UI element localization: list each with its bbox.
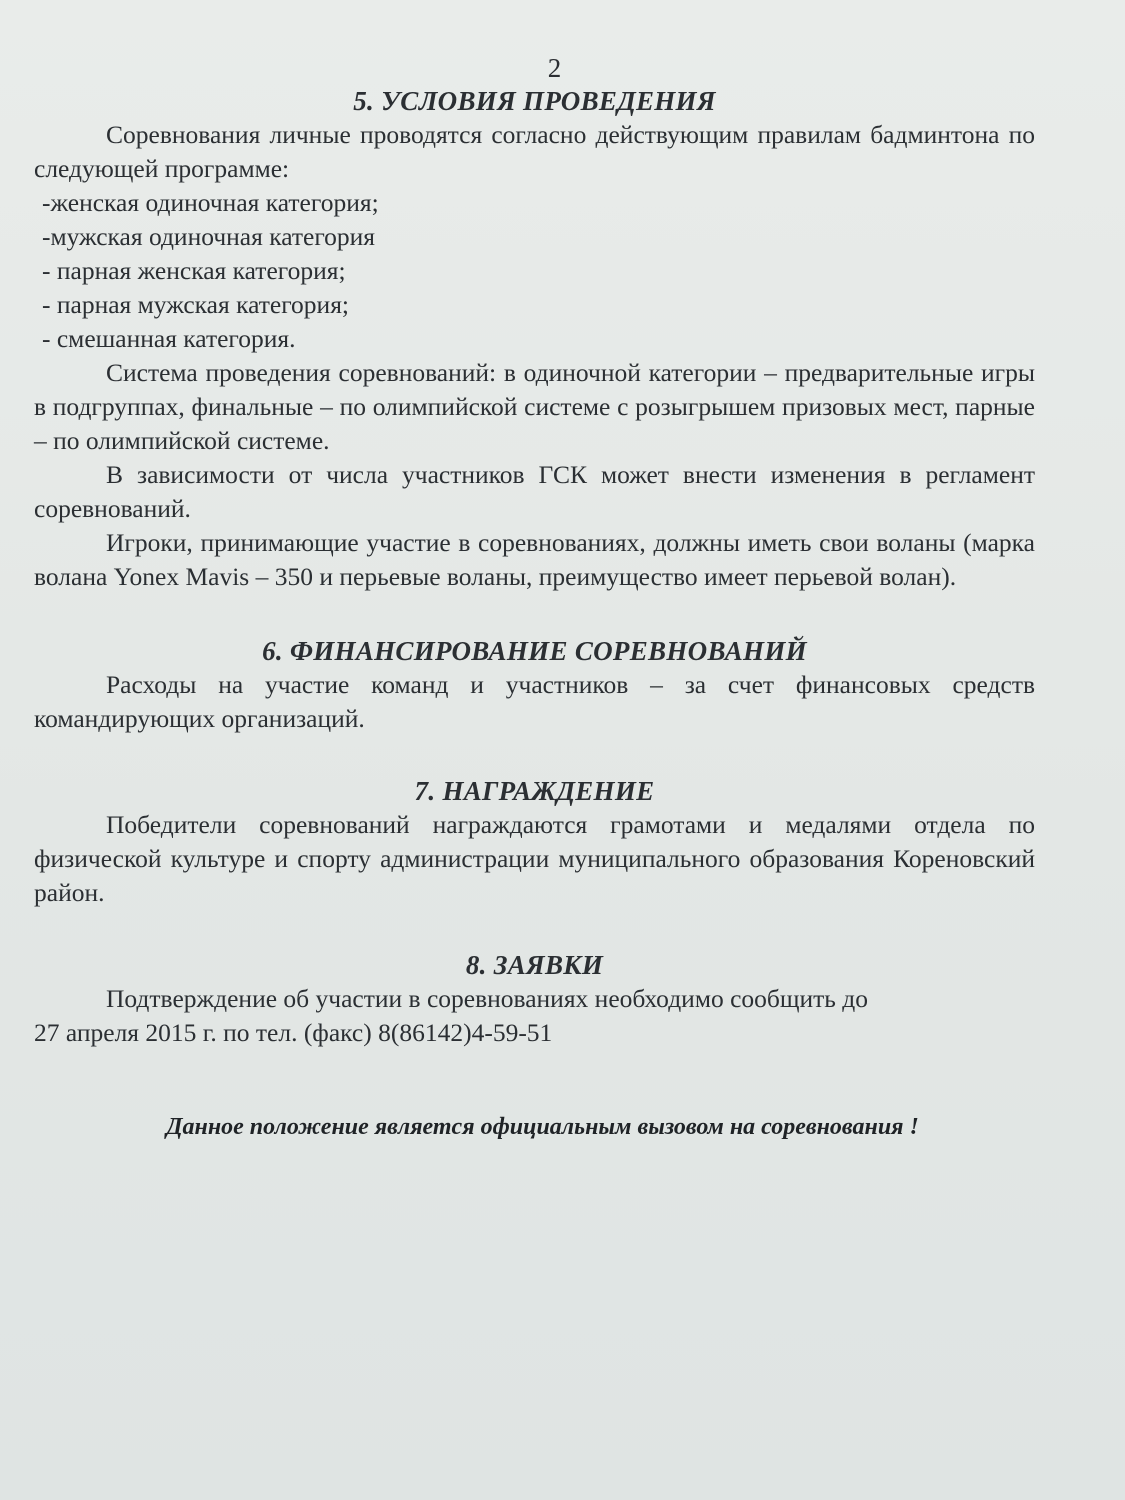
section-financing bbox=[34, 634, 1035, 736]
section-applications bbox=[34, 948, 1035, 1050]
section-awards bbox=[34, 774, 1035, 910]
conditions-shuttlecock-paragraph: Игроки, принимающие участие в соревнованиях, должны иметь свои воланы (марка волана Yonex Mavis – 350 и перьевые воланы, преимущество имеет перьевой волан). bbox=[34, 528, 1035, 591]
section-title-conditions: 5. УСЛОВИЯ ПРОВЕДЕНИЯ bbox=[353, 86, 716, 116]
list-item: -женская одиночная категория; bbox=[42, 188, 379, 217]
official-call-note: Данное положение является официальным вызовом на соревнования ! bbox=[166, 1114, 919, 1140]
program-list bbox=[34, 186, 1035, 356]
applications-line-1: Подтверждение об участии в соревнованиях необходимо сообщить до bbox=[106, 984, 869, 1013]
applications-line-2: 27 апреля 2015 г. по тел. (факс) 8(86142)4-59-51 bbox=[34, 1018, 553, 1047]
awards-paragraph: Победители соревнований награждаются грамотами и медалями отдела по физической культуре и спорту администрации муниципального образования Кореновский район. bbox=[34, 810, 1035, 907]
conditions-changes-paragraph: В зависимости от числа участников ГСК может внести изменения в регламент соревнований. bbox=[34, 460, 1035, 523]
list-item: -мужская одиночная категория bbox=[42, 222, 376, 251]
section-title-applications: 8. ЗАЯВКИ bbox=[465, 950, 604, 980]
page-number: 2 bbox=[547, 53, 562, 83]
list-item: - парная женская категория; bbox=[42, 256, 346, 285]
list-item: - смешанная категория. bbox=[42, 324, 296, 353]
section-conditions bbox=[34, 84, 1035, 594]
conditions-intro: Соревнования личные проводятся согласно действующим правилам бадминтона по следующей программе: bbox=[34, 120, 1035, 183]
list-item: - парная мужская категория; bbox=[42, 290, 350, 319]
section-title-awards: 7. НАГРАЖДЕНИЕ bbox=[414, 776, 655, 806]
financing-paragraph: Расходы на участие команд и участников – за счет финансовых средств командирующих организаций. bbox=[34, 670, 1035, 733]
section-title-financing: 6. ФИНАНСИРОВАНИЕ СОРЕВНОВАНИЙ bbox=[262, 636, 807, 666]
conditions-system-paragraph: Система проведения соревнований: в одиночной категории – предварительные игры в подгруппах, финальные – по олимпийской системе с розыгрышем призовых мест, парные – по олимпийской системе. bbox=[34, 358, 1035, 455]
